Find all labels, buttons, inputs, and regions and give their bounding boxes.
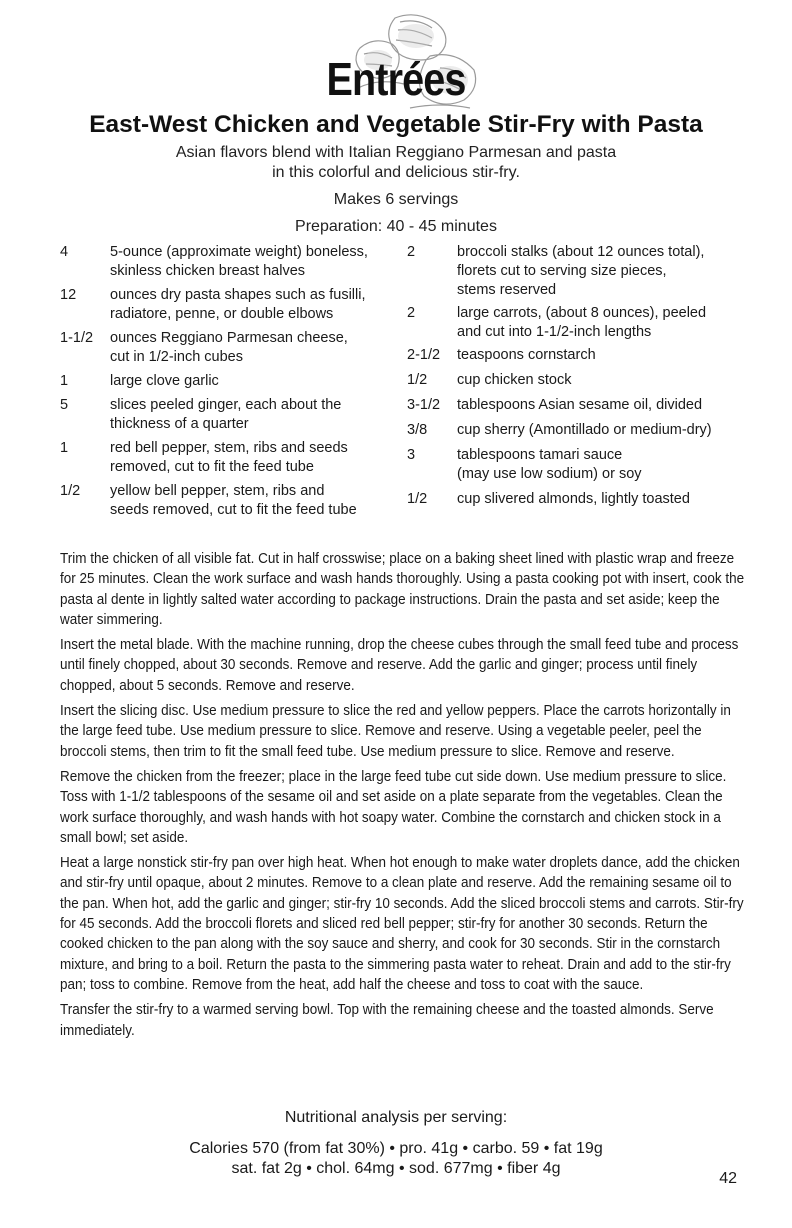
instruction-paragraph: Heat a large nonstick stir-fry pan over high heat. When hot enough to make water droplets dance, add the chicken and stir-fry until opaque, about 2 minutes. Remove to a clean plate and reserve. Add the remaining sesame oil to the pan. When hot, add the garlic and ginger; stir-fry 10 seconds. Add the sliced broccoli stems and carrots. Stir-fry for 45 seconds. Add the broccoli florets and sliced red bell pepper; stir-fry for another 30 seconds. Return the cooked chicken to the pan along with the soy sauce and sherry, and cook for 30 seconds. Stir in the cornstarch mixture, and bring to a boil. Return the pasta to the simmering pasta water to reheat. Drain and add to the stir-fry pan; toss to combine. Remove from the heat, add half the cheese and toss to coat with the sauce. [60, 855, 744, 993]
ingredient-row [60, 243, 380, 281]
ingredient-quantity: 12 [60, 287, 77, 303]
ingredient-text: cup chicken stock [457, 372, 572, 388]
ingredient-quantity: 1 [60, 373, 69, 389]
ingredient-text: yellow bell pepper, stem, ribs and seeds removed, cut to fit the feed tube [110, 483, 357, 518]
instruction-paragraph: Insert the slicing disc. Use medium pressure to slice the red and yellow peppers. Place the carrots horizontally in the large feed tube. Use medium pressure to slice. Remove and reserve. Using a vegetable peeler, peel the broccoli stems, then trim to fit the small feed tube. Use medium pressure to slice. Remove and reserve. [60, 703, 731, 760]
ingredient-text: red bell pepper, stem, ribs and seeds removed, cut to fit the feed tube [110, 440, 348, 475]
ingredient-quantity: 3-1/2 [407, 397, 441, 413]
instruction-paragraph: Transfer the stir-fry to a warmed serving bowl. Top with the remaining cheese and the toasted almonds. Serve immediately. [60, 1002, 714, 1039]
ingredients-right-column [407, 243, 747, 513]
servings: Makes 6 servings [333, 191, 459, 208]
nutrition-heading: Nutritional analysis per serving: [284, 1109, 508, 1126]
section-title: Entrées [326, 53, 466, 105]
preparation-time: Preparation: 40 - 45 minutes [295, 218, 497, 235]
ingredient-row [407, 490, 747, 509]
instruction-paragraph: Remove the chicken from the freezer; place in the large feed tube cut side down. Use medium pressure to slice. Toss with 1-1/2 tablespoons of the sesame oil and set aside on a plate separate from the vegetables. Clean the work surface thoroughly, and wash hands with hot soapy water. Combine the cornstarch and chicken stock in a small bowl; set aside. [60, 768, 727, 846]
ingredient-text: broccoli stalks (about 12 ounces total), florets cut to serving size pieces, stems reserved [457, 244, 705, 298]
ingredient-quantity: 2 [407, 305, 416, 321]
ingredient-quantity: 1/2 [407, 372, 428, 388]
ingredient-text: slices peeled ginger, each about the thickness of a quarter [110, 397, 342, 432]
ingredient-row [407, 446, 747, 484]
ingredient-quantity: 4 [60, 244, 69, 260]
ingredient-row [60, 286, 380, 324]
recipe-title: East-West Chicken and Vegetable Stir-Fry with Pasta [89, 111, 703, 138]
ingredient-row [407, 243, 747, 300]
ingredient-quantity: 1/2 [60, 483, 81, 499]
ingredient-row [60, 396, 380, 434]
ingredient-text: teaspoons cornstarch [457, 347, 596, 363]
instructions [60, 549, 745, 1046]
ingredient-row [407, 304, 747, 342]
ingredient-row [407, 396, 747, 415]
ingredient-row [60, 329, 380, 367]
ingredient-row [60, 482, 380, 520]
ingredient-text: ounces dry pasta shapes such as fusilli, radiatore, penne, or double elbows [110, 287, 366, 322]
recipe-intro-line-2: in this colorful and delicious stir-fry. [272, 164, 520, 181]
ingredient-row [60, 439, 380, 477]
ingredient-quantity: 5 [60, 397, 69, 413]
page-number: 42 [719, 1170, 737, 1187]
nutrition-line-1: Calories 570 (from fat 30%) • pro. 41g • carbo. 59 • fat 19g [189, 1140, 603, 1157]
ingredient-text: large carrots, (about 8 ounces), peeled and cut into 1-1/2-inch lengths [457, 305, 707, 340]
ingredient-row [407, 421, 747, 440]
ingredient-quantity: 3/8 [407, 422, 428, 438]
ingredient-quantity: 2-1/2 [407, 347, 441, 363]
ingredient-text: ounces Reggiano Parmesan cheese, cut in 1/2-inch cubes [110, 330, 348, 365]
ingredient-row [407, 371, 747, 390]
ingredient-row [60, 372, 380, 391]
instruction-paragraph: Trim the chicken of all visible fat. Cut in half crosswise; place on a baking sheet lined with plastic wrap and freeze for 25 minutes. Clean the work surface and wash hands thoroughly. Using a pasta cooking pot with insert, cook the pasta al dente in lightly salted water according to package instructions. Drain the pasta and set aside; keep the water simmering. [60, 551, 745, 628]
ingredient-quantity: 1 [60, 440, 69, 456]
ingredient-text: 5-ounce (approximate weight) boneless, skinless chicken breast halves [110, 244, 368, 279]
instruction-paragraph: Insert the metal blade. With the machine running, drop the cheese cubes through the small feed tube and process until finely chopped, about 30 seconds. Remove and reserve. Add the garlic and ginger; process until finely chopped, about 5 seconds. Remove and reserve. [60, 637, 739, 694]
ingredient-quantity: 2 [407, 244, 416, 260]
nutrition-line-2: sat. fat 2g • chol. 64mg • sod. 677mg • fiber 4g [231, 1160, 561, 1177]
ingredient-text: cup sherry (Amontillado or medium-dry) [457, 422, 712, 438]
ingredient-text: tablespoons Asian sesame oil, divided [457, 397, 703, 413]
ingredient-row [407, 346, 747, 365]
ingredient-quantity: 1-1/2 [60, 330, 94, 346]
ingredient-quantity: 1/2 [407, 491, 428, 507]
ingredient-text: large clove garlic [110, 373, 219, 389]
ingredient-text: cup slivered almonds, lightly toasted [457, 491, 690, 507]
ingredients-left-column [60, 243, 380, 524]
ingredient-text: tablespoons tamari sauce (may use low sodium) or soy [457, 447, 642, 482]
recipe-intro-line-1: Asian flavors blend with Italian Reggiano Parmesan and pasta [175, 144, 617, 161]
ingredient-quantity: 3 [407, 447, 416, 463]
